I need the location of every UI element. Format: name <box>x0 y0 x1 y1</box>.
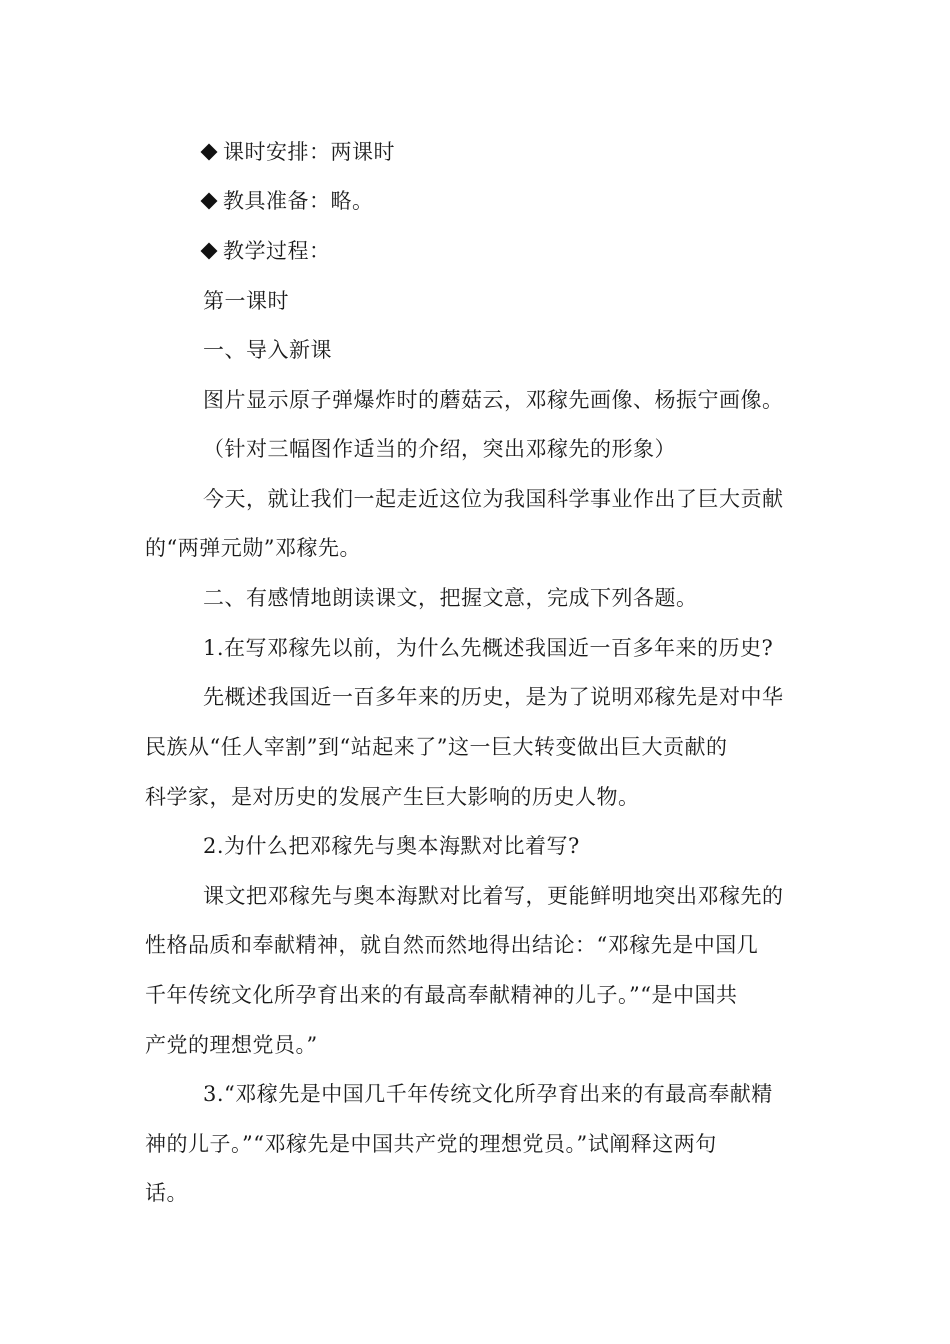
paragraph-line: 的“两弹元勋”邓稼先。 <box>145 536 361 560</box>
paragraph-line: 图片显示原子弹爆炸时的蘑菇云，邓稼先画像、杨振宁画像。 <box>203 388 784 412</box>
bullet-item <box>198 186 374 216</box>
paragraph-line: 民族从“任人宰割”到“站起来了”这一巨大转变做出巨大贡献的 <box>145 735 728 759</box>
section-heading: 第一课时 <box>203 289 289 313</box>
paragraph-line: （针对三幅图作适当的介绍，突出邓稼先的形象） <box>203 437 676 461</box>
bullet-text: 教具准备：略。 <box>223 189 374 213</box>
question-line: 神的儿子。”“邓稼先是中国共产党的理想党员。”试阐释这两句 <box>145 1132 717 1156</box>
paragraph-line: 科学家，是对历史的发展产生巨大影响的历史人物。 <box>145 785 640 809</box>
section-heading: 一、导入新课 <box>203 338 332 362</box>
paragraph-line: 性格品质和奉献精神，就自然而然地得出结论：“邓稼先是中国几 <box>145 933 759 957</box>
paragraph-line: 产党的理想党员。” <box>145 1033 318 1057</box>
question-line: 1.在写邓稼先以前，为什么先概述我国近一百多年来的历史? <box>203 636 774 660</box>
paragraph-line: 千年传统文化所孕育出来的有最高奉献精神的儿子。”“是中国共 <box>145 983 738 1007</box>
diamond-bullet-icon <box>201 193 218 210</box>
bullet-text: 课时安排：两课时 <box>223 140 395 164</box>
diamond-bullet-icon <box>201 243 218 260</box>
paragraph-line: 今天，就让我们一起走近这位为我国科学事业作出了巨大贡献 <box>203 487 784 511</box>
bullet-text: 教学过程： <box>223 239 331 263</box>
paragraph-line: 课文把邓稼先与奥本海默对比着写，更能鲜明地突出邓稼先的 <box>203 884 784 908</box>
bullet-item <box>198 236 331 266</box>
question-line: 3.“邓稼先是中国几千年传统文化所孕育出来的有最高奉献精 <box>203 1082 773 1106</box>
bullet-item <box>198 137 395 167</box>
section-heading: 二、有感情地朗读课文，把握文意，完成下列各题。 <box>203 586 698 610</box>
question-line: 话。 <box>145 1181 188 1205</box>
diamond-bullet-icon <box>201 144 218 161</box>
paragraph-line: 先概述我国近一百多年来的历史，是为了说明邓稼先是对中华 <box>203 685 784 709</box>
question-line: 2.为什么把邓稼先与奥本海默对比着写? <box>203 834 580 858</box>
